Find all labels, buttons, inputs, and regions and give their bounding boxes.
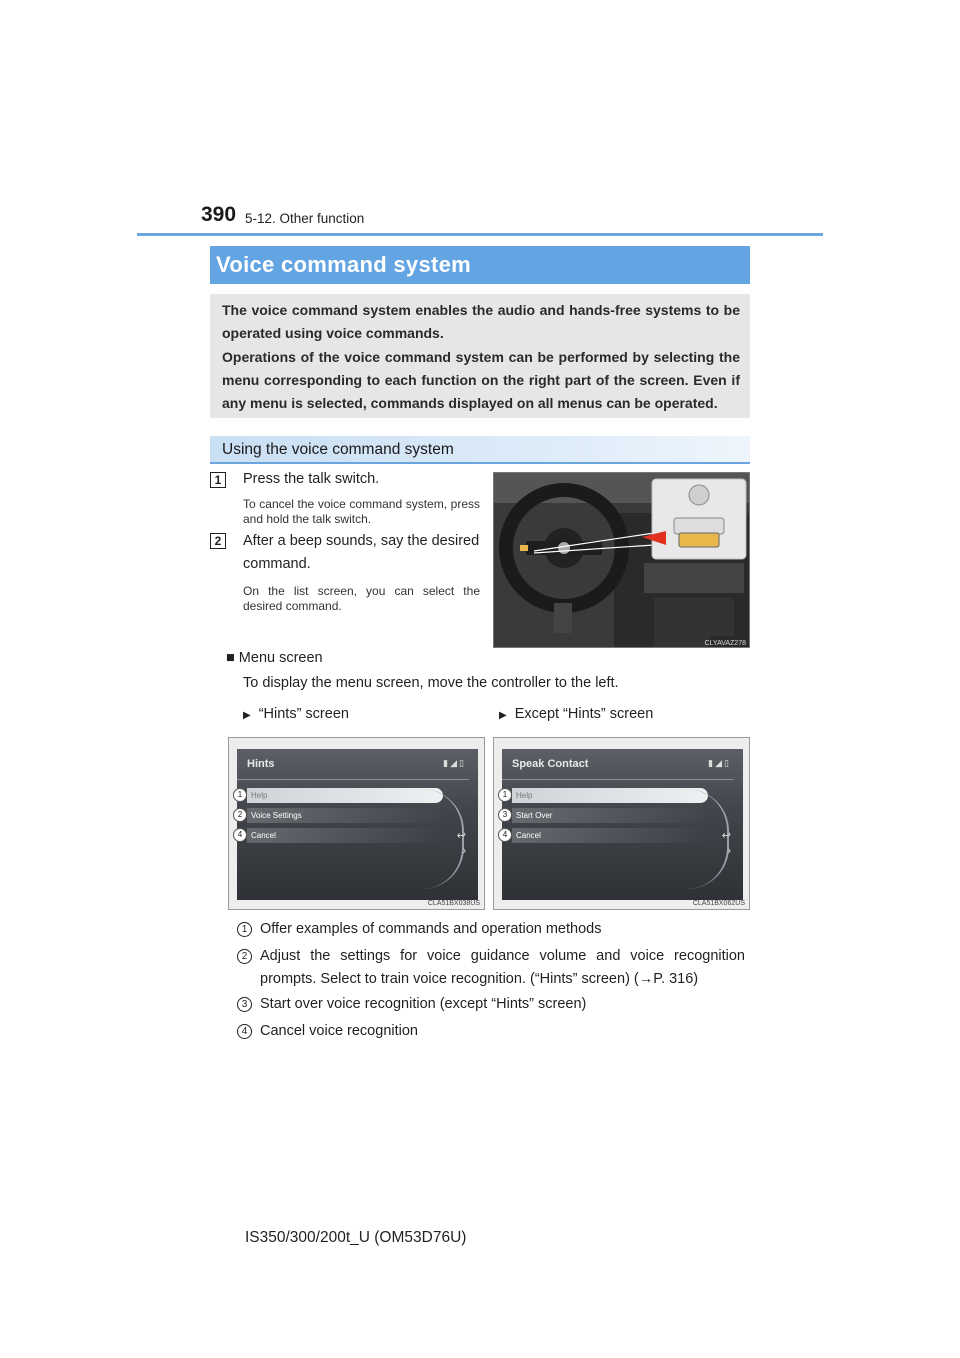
screen-code: CLA51BX038US — [427, 900, 480, 907]
callout-4: 4 — [233, 828, 247, 842]
legend-number-3: 3 — [237, 997, 252, 1012]
legend-text-1: Offer examples of commands and operation methods — [260, 921, 602, 937]
callout-4: 4 — [498, 828, 512, 842]
triangle-marker-icon: ▶ — [243, 710, 251, 721]
page-title: Voice command system — [216, 252, 472, 277]
status-icons: ▮◢▯ — [708, 758, 731, 768]
intro-paragraph-2: Operations of the voice command system can be performed by selecting the menu corresponding to each function on the right part of the screen. Even if any menu is selected, commands displayed on all menus can be operated. — [222, 349, 740, 411]
menu-item-help: Help — [512, 788, 708, 803]
intro-paragraph-1: The voice command system enables the audio and hands-free systems to be operated using voice commands. — [222, 302, 740, 341]
return-icon: ↩ — [456, 830, 466, 842]
legend-number-1: 1 — [237, 922, 252, 937]
section-reference: 5-12. Other function — [245, 211, 365, 226]
screen-code: CLA51BX062US — [692, 900, 745, 907]
step-2-note: On the list screen, you can select the desired command. — [243, 584, 480, 613]
callout-2: 2 — [233, 808, 247, 822]
page-number: 390 — [201, 203, 237, 226]
menu-item-start-over: Start Over — [512, 808, 708, 823]
callout-3: 3 — [498, 808, 512, 822]
footer-model-code: IS350/300/200t_U (OM53D76U) — [245, 1229, 467, 1246]
status-icons: ▮◢▯ — [443, 758, 466, 768]
legend-number-4: 4 — [237, 1024, 252, 1039]
callout-1: 1 — [233, 788, 247, 802]
step-2-text: After a beep sounds, say the desired command. — [243, 533, 480, 572]
legend-text-2: Adjust the settings for voice guidance volume and voice recognition prompts. Select to train voice recognition. (“Hints” screen) (→P. 316) — [260, 948, 745, 987]
screen-title: Hints — [247, 758, 275, 770]
step-number-2: 2 — [210, 533, 226, 549]
menu-screen-heading — [226, 650, 323, 666]
intro-box — [210, 294, 750, 418]
menu-screen-description: To display the menu screen, move the controller to the left. — [243, 675, 619, 691]
callout-1: 1 — [498, 788, 512, 802]
square-bullet-icon: ■ — [226, 650, 235, 666]
chevron-right-icon: › — [727, 845, 731, 857]
photo-code: CLYAVAZ278 — [704, 640, 746, 647]
legend-number-2: 2 — [237, 949, 252, 964]
caption-hints-screen: ▶ “Hints” screen — [243, 706, 349, 722]
hints-screen-image — [228, 737, 485, 910]
speak-contact-screen-image — [493, 737, 750, 910]
screen-title: Speak Contact — [512, 758, 589, 770]
chevron-right-icon: › — [462, 845, 466, 857]
step-number-1: 1 — [210, 472, 226, 488]
header-rule — [137, 233, 823, 236]
legend-text-4: Cancel voice recognition — [260, 1023, 418, 1039]
caption-except-hints-screen: ▶ Except “Hints” screen — [499, 706, 654, 722]
menu-item-cancel: Cancel — [512, 828, 708, 843]
step-1-note: To cancel the voice command system, press and hold the talk switch. — [243, 497, 480, 526]
menu-item-help: Help — [247, 788, 443, 803]
menu-item-voice-settings: Voice Settings — [247, 808, 443, 823]
steering-wheel-photo — [493, 472, 750, 648]
menu-screen-title: Menu screen — [238, 650, 323, 666]
step-1-text: Press the talk switch. — [243, 471, 380, 487]
menu-item-cancel: Cancel — [247, 828, 443, 843]
return-icon: ↩ — [721, 830, 731, 842]
triangle-marker-icon: ▶ — [499, 710, 507, 721]
subheading: Using the voice command system — [222, 441, 454, 458]
legend-text-3: Start over voice recognition (except “Hints” screen) — [260, 996, 587, 1012]
steering-wheel-illustration — [494, 473, 750, 648]
